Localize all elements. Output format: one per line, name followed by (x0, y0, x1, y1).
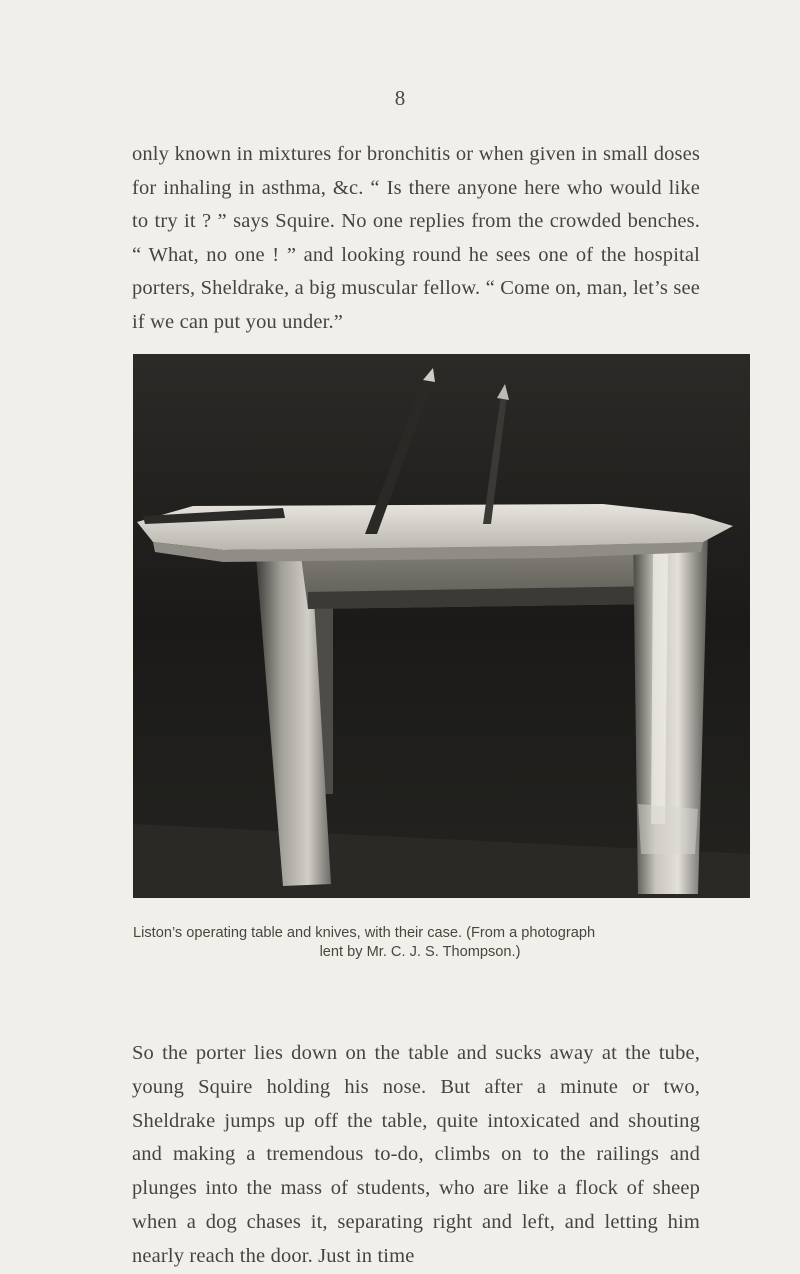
figure-caption (100, 924, 740, 962)
page-number: 8 (394, 86, 406, 110)
body-paragraph-top: only known in mixtures for bronchitis or when given in small doses for inhaling in asthma, &c. “ Is there anyone here who would like to try it ? ” says Squire. No one replies from the crowded benches. “ What, no one ! ” and looking round he sees one of the hospital porters, Sheldrake, a big muscular fellow. “ Come on, man, let’s see if we can put you under.” (132, 143, 700, 333)
operating-table-photograph (133, 354, 750, 898)
body-paragraph-bottom: So the porter lies down on the table and sucks away at the tube, young Squire holding his nose. But after a minute or two, Sheldrake jumps up off the table, quite intoxicated and shouting and making a tremendous to-do, climbs on to the railings and plunges into the mass of students, who are like a flock of sheep when a dog chases it, separating right and left, and letting him nearly reach the door. Just in time (132, 1042, 700, 1267)
figure-caption-line-1: Liston’s operating table and knives, with their case. (From a photograph (133, 925, 596, 941)
figure-caption-line-2: lent by Mr. C. J. S. Thompson.) (319, 944, 521, 960)
